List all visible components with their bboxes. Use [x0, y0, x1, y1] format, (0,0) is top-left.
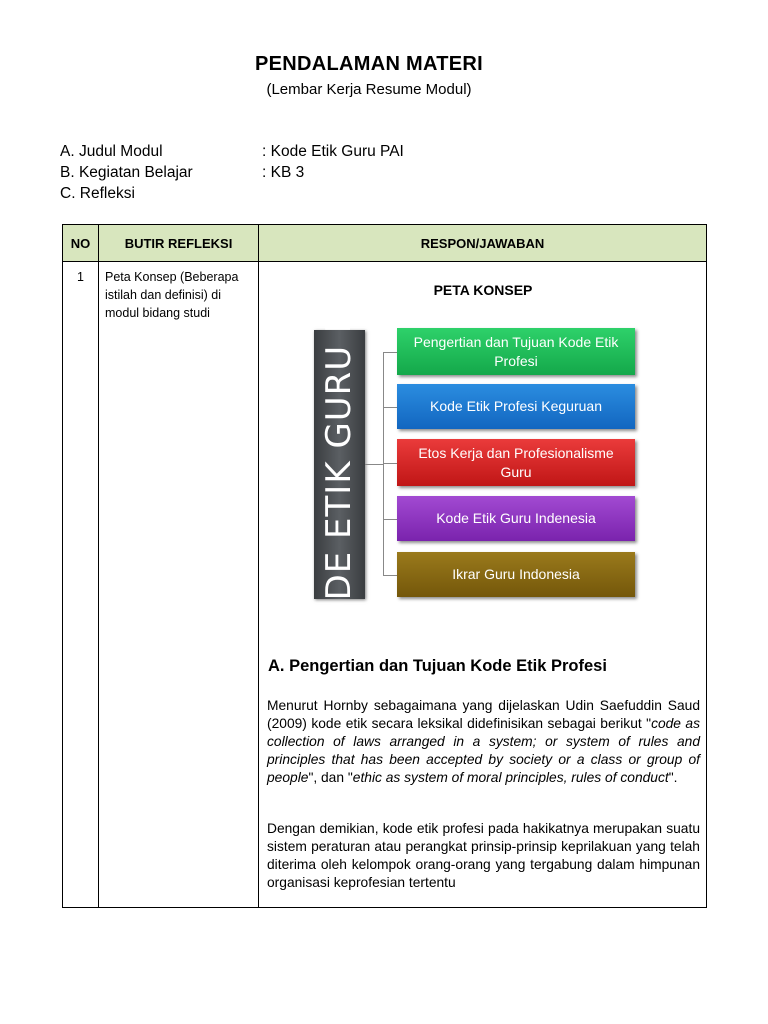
- header-respon: RESPON/JAWABAN: [259, 225, 707, 262]
- meta-label: B. Kegiatan Belajar: [60, 164, 193, 181]
- row-number: 1: [63, 262, 99, 908]
- quote-text: ethic as system of moral principles, rules of conduct: [352, 770, 669, 785]
- connector: [383, 519, 397, 520]
- paragraph-text: ".: [668, 770, 678, 785]
- meta-label: C. Refleksi: [60, 185, 135, 202]
- connector: [383, 352, 384, 576]
- reflection-table: [62, 224, 707, 908]
- concept-branch: Kode Etik Guru Indenesia: [397, 496, 635, 541]
- meta-row-kegiatan: [60, 162, 304, 183]
- connector: [383, 463, 397, 464]
- meta-row-judul: [60, 141, 404, 162]
- paragraph-text: Menurut Hornby sebagaimana yang dijelaskan Udin Saefuddin Saud (2009) kode etik secara leksikal didefinisikan sebagai berikut ": [267, 698, 700, 731]
- page-title: PENDALAMAN MATERI: [254, 53, 484, 75]
- row-butir: Peta Konsep (Beberapa istilah dan definisi) di modul bidang studi: [99, 262, 259, 908]
- connector: [383, 575, 397, 576]
- table-header-row: [63, 225, 707, 262]
- connector: [383, 407, 397, 408]
- concept-map-title: PETA KONSEP: [433, 282, 533, 298]
- meta-row-refleksi: [60, 183, 262, 204]
- header-no: NO: [63, 225, 99, 262]
- header-butir: BUTIR REFLEKSI: [99, 225, 259, 262]
- concept-root: [314, 278, 365, 650]
- paragraph-conclusion: Dengan demikian, kode etik profesi pada hakikatnya merupakan suatu sistem peraturan atau perangkat prinsip-prinsip keprilakuan yang telah diterima oleh kelompok orang-orang yang tergabung dalam himpunan organisasi keprofesian tertentu: [267, 821, 700, 890]
- concept-branch: Etos Kerja dan Profesionalisme Guru: [397, 439, 635, 486]
- page-subtitle: (Lembar Kerja Resume Modul): [266, 81, 472, 98]
- concept-branch: Pengertian dan Tujuan Kode Etik Profesi: [397, 328, 635, 375]
- section-heading: A. Pengertian dan Tujuan Kode Etik Profesi: [268, 657, 607, 675]
- quote-text: code as collection of laws arranged in a system; or system of rules and principles that has been accepted by society or a class or group of people: [267, 716, 700, 785]
- connector: [365, 464, 383, 465]
- paragraph-text: ", dan ": [308, 770, 353, 785]
- concept-branch: Kode Etik Profesi Keguruan: [397, 384, 635, 429]
- paragraph-definition: [267, 697, 700, 787]
- connector: [383, 352, 397, 353]
- table-row: [63, 262, 707, 908]
- meta-label: A. Judul Modul: [60, 143, 163, 160]
- meta-value: : Kode Etik Guru PAI: [262, 143, 404, 160]
- concept-branch: Ikrar Guru Indonesia: [397, 552, 635, 597]
- meta-value: : KB 3: [262, 164, 305, 181]
- concept-map: [259, 262, 707, 650]
- row-respon: [259, 262, 707, 908]
- concept-root-label: KODE ETIK GURU PAI: [319, 278, 359, 650]
